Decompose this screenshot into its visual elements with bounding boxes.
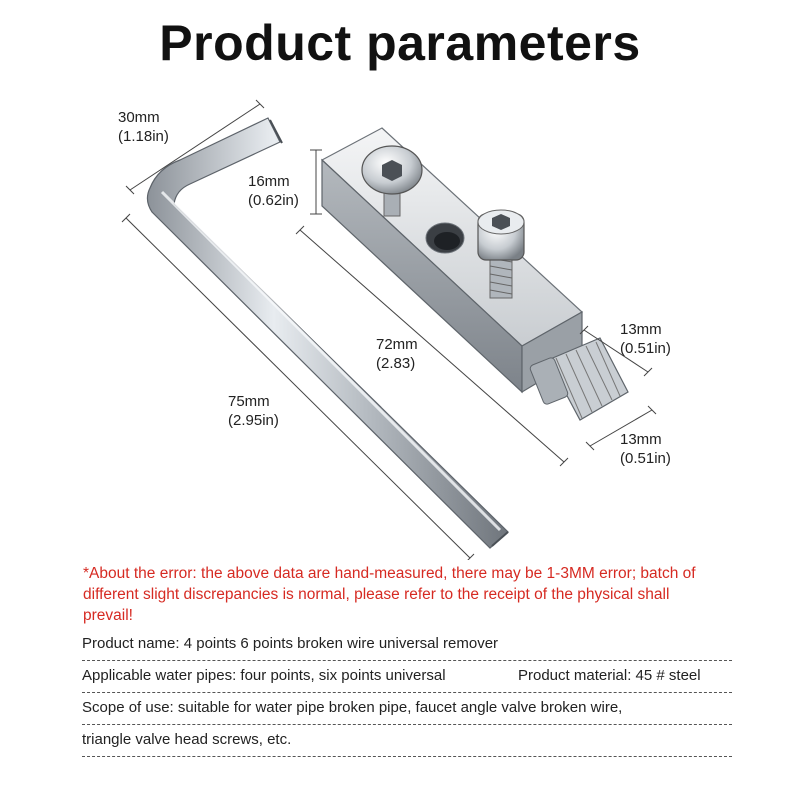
key-width-mm: 30mm	[118, 109, 160, 126]
block-height-mm: 16mm	[248, 173, 290, 190]
spec-row-scope	[82, 692, 732, 725]
block-height-label	[248, 172, 299, 210]
block-length-mm: 72mm	[376, 336, 418, 353]
block-length-label	[376, 335, 418, 373]
tip-depth-in: (0.51in)	[620, 450, 671, 467]
key-width-in: (1.18in)	[118, 128, 169, 145]
tip-depth-label	[620, 430, 671, 468]
spec-row-product-name	[82, 628, 732, 661]
product-name-text: Product name: 4 points 6 points broken wire universal remover	[82, 635, 499, 652]
block-length-in: (2.83)	[376, 355, 416, 372]
key-length-label	[228, 392, 279, 430]
error-note: *About the error: the above data are hand-measured, there may be 1-3MM error; batch of different slight discrepancies is normal, please refer to the receipt of the physical shall prevail!	[83, 565, 696, 624]
remover-tool-image	[322, 128, 628, 420]
material-text: Product material: 45 # steel	[518, 667, 701, 684]
tip-width-in: (0.51in)	[620, 340, 671, 357]
spec-row-scope-cont	[82, 724, 732, 757]
tip-width-label	[620, 320, 671, 358]
key-length-in: (2.95in)	[228, 412, 279, 429]
tip-width-mm: 13mm	[620, 321, 662, 338]
block-height-in: (0.62in)	[248, 192, 299, 209]
spec-row-water-pipes	[82, 660, 732, 693]
page-title: Product parameters	[159, 15, 641, 71]
key-width-label	[118, 108, 169, 146]
tip-depth-mm: 13mm	[620, 431, 662, 448]
scope-text-line1: Scope of use: suitable for water pipe broken pipe, faucet angle valve broken wire,	[82, 699, 623, 716]
scope-text-line2: triangle valve head screws, etc.	[82, 731, 292, 748]
key-length-mm: 75mm	[228, 393, 270, 410]
water-pipes-text: Applicable water pipes: four points, six points universal	[82, 667, 446, 684]
